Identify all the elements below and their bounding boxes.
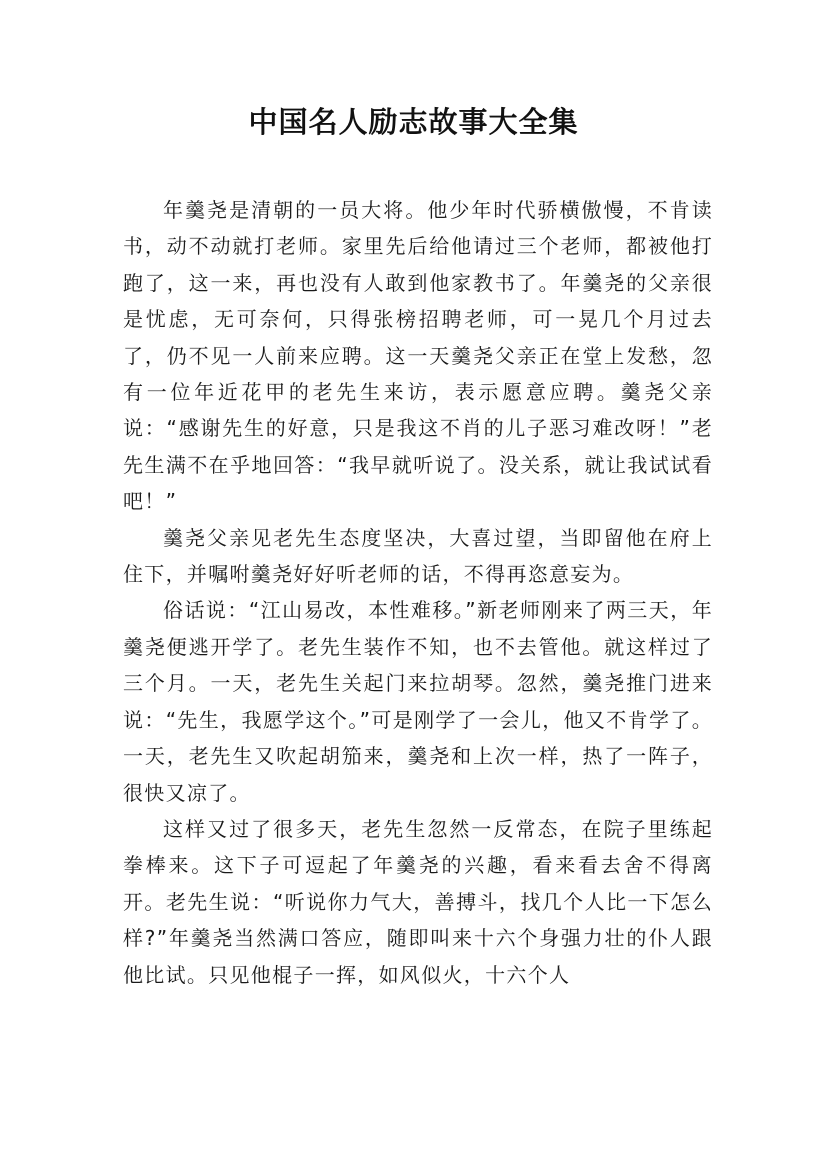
document-title: 中国名人励志故事大全集: [248, 105, 579, 139]
paragraph-3: 俗话说：“江山易改，本性难移。”新老师刚来了两三天，年羹尧便逃开学了。老先生装作不知，也不去管他。就这样过了三个月。一天，老先生关起门来拉胡琴。忽然，羹尧推门进来说：“先生，我愿学这个。”可是刚学了一会儿，他又不肯学了。一天，老先生又吹起胡笳来，羹尧和上次一样，热了一阵子，很快又凉了。: [123, 598, 713, 805]
paragraph-2: 羹尧父亲见老先生态度坚决，大喜过望，当即留他在府上住下，并嘱咐羹尧好好听老师的话，不得再恣意妄为。: [123, 525, 713, 587]
paragraph-4: 这样又过了很多天，老先生忽然一反常态，在院子里练起拳棒来。这下子可逗起了年羹尧的兴趣，看来看去舍不得离开。老先生说：“听说你力气大，善搏斗，找几个人比一下怎么样?”年羹尧当然满口答应，随即叫来十六个身强力壮的仆人跟他比试。只见他棍子一挥，如风似火，十六个人: [123, 816, 713, 987]
document-body: [123, 192, 713, 993]
paragraph-1: 年羹尧是清朝的一员大将。他少年时代骄横傲慢，不肯读书，动不动就打老师。家里先后给他请过三个老师，都被他打跑了，这一来，再也没有人敢到他家教书了。年羹尧的父亲很是忧虑，无可奈何，只得张榜招聘老师，可一晃几个月过去了，仍不见一人前来应聘。这一天羹尧父亲正在堂上发愁，忽有一位年近花甲的老先生来访，表示愿意应聘。羹尧父亲说：“感谢先生的好意，只是我这不肖的儿子恶习难改呀！”老先生满不在乎地回答：“我早就听说了。没关系，就让我试试看吧！”: [123, 198, 713, 514]
